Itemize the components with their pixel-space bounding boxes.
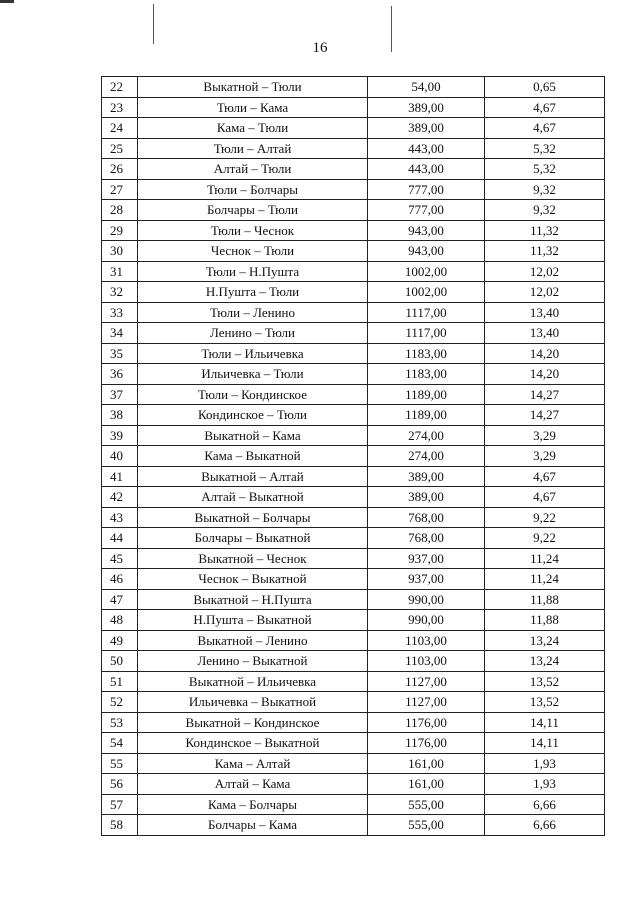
value-cell: 12,02 [485,282,605,303]
table-row [102,651,605,672]
distance-cell: 1103,00 [368,651,485,672]
route-cell: Болчары – Кама [138,815,368,836]
value-cell: 13,40 [485,302,605,323]
value-cell: 1,93 [485,774,605,795]
table-row [102,77,605,98]
route-cell: Выкатной – Алтай [138,466,368,487]
distance-cell: 161,00 [368,753,485,774]
row-number-cell: 23 [102,97,138,118]
value-cell: 13,24 [485,630,605,651]
row-number-cell: 54 [102,733,138,754]
value-cell: 14,27 [485,405,605,426]
distance-cell: 389,00 [368,118,485,139]
table-row [102,159,605,180]
row-number-cell: 58 [102,815,138,836]
scan-artifact-left [153,4,154,44]
row-number-cell: 26 [102,159,138,180]
route-cell: Тюли – Алтай [138,138,368,159]
value-cell: 6,66 [485,815,605,836]
value-cell: 11,24 [485,569,605,590]
value-cell: 14,11 [485,733,605,754]
table-row [102,405,605,426]
route-cell: Выкатной – Тюли [138,77,368,98]
route-cell: Тюли – Чеснок [138,220,368,241]
row-number-cell: 51 [102,671,138,692]
row-number-cell: 37 [102,384,138,405]
table-row [102,446,605,467]
route-cell: Тюли – Болчары [138,179,368,200]
table-row [102,323,605,344]
table-row [102,528,605,549]
route-cell: Выкатной – Чеснок [138,548,368,569]
row-number-cell: 27 [102,179,138,200]
row-number-cell: 36 [102,364,138,385]
table-row [102,610,605,631]
route-cell: Н.Пушта – Выкатной [138,610,368,631]
value-cell: 9,32 [485,179,605,200]
table-row [102,671,605,692]
table-row [102,466,605,487]
value-cell: 14,20 [485,364,605,385]
row-number-cell: 44 [102,528,138,549]
value-cell: 4,67 [485,97,605,118]
table-row [102,241,605,262]
row-number-cell: 32 [102,282,138,303]
route-cell: Тюли – Н.Пушта [138,261,368,282]
value-cell: 11,88 [485,610,605,631]
table-row [102,569,605,590]
row-number-cell: 43 [102,507,138,528]
table-row [102,589,605,610]
row-number-cell: 29 [102,220,138,241]
row-number-cell: 30 [102,241,138,262]
route-cell: Тюли – Кондинское [138,384,368,405]
value-cell: 14,11 [485,712,605,733]
table-row [102,302,605,323]
value-cell: 6,66 [485,794,605,815]
value-cell: 3,29 [485,446,605,467]
value-cell: 11,88 [485,589,605,610]
value-cell: 5,32 [485,138,605,159]
distance-cell: 443,00 [368,138,485,159]
route-cell: Ленино – Выкатной [138,651,368,672]
value-cell: 9,32 [485,200,605,221]
row-number-cell: 34 [102,323,138,344]
table-row [102,343,605,364]
value-cell: 4,67 [485,487,605,508]
table-row [102,364,605,385]
table-row [102,220,605,241]
row-number-cell: 48 [102,610,138,631]
page-number: 16 [312,40,328,56]
row-number-cell: 22 [102,77,138,98]
row-number-cell: 57 [102,794,138,815]
row-number-cell: 50 [102,651,138,672]
row-number-cell: 49 [102,630,138,651]
table-row [102,548,605,569]
distance-cell: 274,00 [368,425,485,446]
distance-cell: 943,00 [368,241,485,262]
distance-cell: 555,00 [368,815,485,836]
row-number-cell: 31 [102,261,138,282]
route-cell: Тюли – Кама [138,97,368,118]
distance-cell: 1002,00 [368,282,485,303]
distance-cell: 161,00 [368,774,485,795]
table-row [102,261,605,282]
value-cell: 4,67 [485,466,605,487]
table-row [102,794,605,815]
value-cell: 1,93 [485,753,605,774]
distance-cell: 1189,00 [368,384,485,405]
distance-cell: 1176,00 [368,712,485,733]
table-row [102,282,605,303]
value-cell: 4,67 [485,118,605,139]
value-cell: 0,65 [485,77,605,98]
table-row [102,425,605,446]
value-cell: 11,24 [485,548,605,569]
distance-cell: 1127,00 [368,671,485,692]
row-number-cell: 35 [102,343,138,364]
route-cell: Кама – Алтай [138,753,368,774]
route-cell: Тюли – Ильичевка [138,343,368,364]
distance-cell: 1176,00 [368,733,485,754]
table-row [102,815,605,836]
route-cell: Чеснок – Выкатной [138,569,368,590]
table-row [102,200,605,221]
route-cell: Болчары – Тюли [138,200,368,221]
value-cell: 5,32 [485,159,605,180]
route-cell: Выкатной – Болчары [138,507,368,528]
table-row [102,384,605,405]
distance-cell: 1127,00 [368,692,485,713]
table-row [102,507,605,528]
route-cell: Кондинское – Выкатной [138,733,368,754]
distance-cell: 777,00 [368,200,485,221]
route-cell: Алтай – Кама [138,774,368,795]
distance-cell: 1189,00 [368,405,485,426]
value-cell: 13,24 [485,651,605,672]
table-row [102,712,605,733]
value-cell: 13,52 [485,671,605,692]
route-cell: Алтай – Тюли [138,159,368,180]
route-cell: Ленино – Тюли [138,323,368,344]
distance-cell: 389,00 [368,487,485,508]
distance-cell: 1103,00 [368,630,485,651]
row-number-cell: 38 [102,405,138,426]
row-number-cell: 28 [102,200,138,221]
route-cell: Кама – Болчары [138,794,368,815]
value-cell: 11,32 [485,241,605,262]
route-cell: Кондинское – Тюли [138,405,368,426]
distance-cell: 943,00 [368,220,485,241]
route-cell: Выкатной – Кондинское [138,712,368,733]
distance-cell: 1117,00 [368,323,485,344]
route-cell: Выкатной – Ильичевка [138,671,368,692]
route-cell: Кама – Выкатной [138,446,368,467]
table-row [102,733,605,754]
route-cell: Ильичевка – Тюли [138,364,368,385]
route-cell: Выкатной – Н.Пушта [138,589,368,610]
row-number-cell: 52 [102,692,138,713]
scan-artifact-corner [0,0,14,3]
distance-cell: 768,00 [368,528,485,549]
row-number-cell: 47 [102,589,138,610]
table-row [102,692,605,713]
route-cell: Выкатной – Ленино [138,630,368,651]
table-row [102,774,605,795]
row-number-cell: 55 [102,753,138,774]
value-cell: 9,22 [485,528,605,549]
route-cell: Чеснок – Тюли [138,241,368,262]
row-number-cell: 46 [102,569,138,590]
route-cell: Н.Пушта – Тюли [138,282,368,303]
distance-cell: 389,00 [368,466,485,487]
route-cell: Алтай – Выкатной [138,487,368,508]
row-number-cell: 24 [102,118,138,139]
row-number-cell: 53 [102,712,138,733]
distance-cell: 777,00 [368,179,485,200]
value-cell: 9,22 [485,507,605,528]
route-cell: Выкатной – Кама [138,425,368,446]
table-row [102,138,605,159]
row-number-cell: 25 [102,138,138,159]
distance-cell: 1183,00 [368,343,485,364]
table-row [102,487,605,508]
value-cell: 11,32 [485,220,605,241]
table-row [102,179,605,200]
table-row [102,630,605,651]
row-number-cell: 45 [102,548,138,569]
row-number-cell: 42 [102,487,138,508]
route-cell: Ильичевка – Выкатной [138,692,368,713]
value-cell: 14,20 [485,343,605,364]
table-row [102,97,605,118]
routes-table-body [102,77,605,836]
distance-cell: 937,00 [368,569,485,590]
distance-cell: 768,00 [368,507,485,528]
distance-cell: 274,00 [368,446,485,467]
distance-cell: 555,00 [368,794,485,815]
table-row [102,118,605,139]
value-cell: 3,29 [485,425,605,446]
distance-cell: 443,00 [368,159,485,180]
value-cell: 12,02 [485,261,605,282]
value-cell: 13,40 [485,323,605,344]
distance-cell: 1002,00 [368,261,485,282]
row-number-cell: 41 [102,466,138,487]
distance-cell: 990,00 [368,589,485,610]
row-number-cell: 39 [102,425,138,446]
table-row [102,753,605,774]
distance-cell: 389,00 [368,97,485,118]
route-cell: Болчары – Выкатной [138,528,368,549]
value-cell: 14,27 [485,384,605,405]
distance-cell: 54,00 [368,77,485,98]
distance-cell: 1117,00 [368,302,485,323]
distance-cell: 990,00 [368,610,485,631]
distance-cell: 937,00 [368,548,485,569]
row-number-cell: 33 [102,302,138,323]
routes-table [101,76,605,836]
row-number-cell: 56 [102,774,138,795]
route-cell: Кама – Тюли [138,118,368,139]
value-cell: 13,52 [485,692,605,713]
distance-cell: 1183,00 [368,364,485,385]
route-cell: Тюли – Ленино [138,302,368,323]
row-number-cell: 40 [102,446,138,467]
